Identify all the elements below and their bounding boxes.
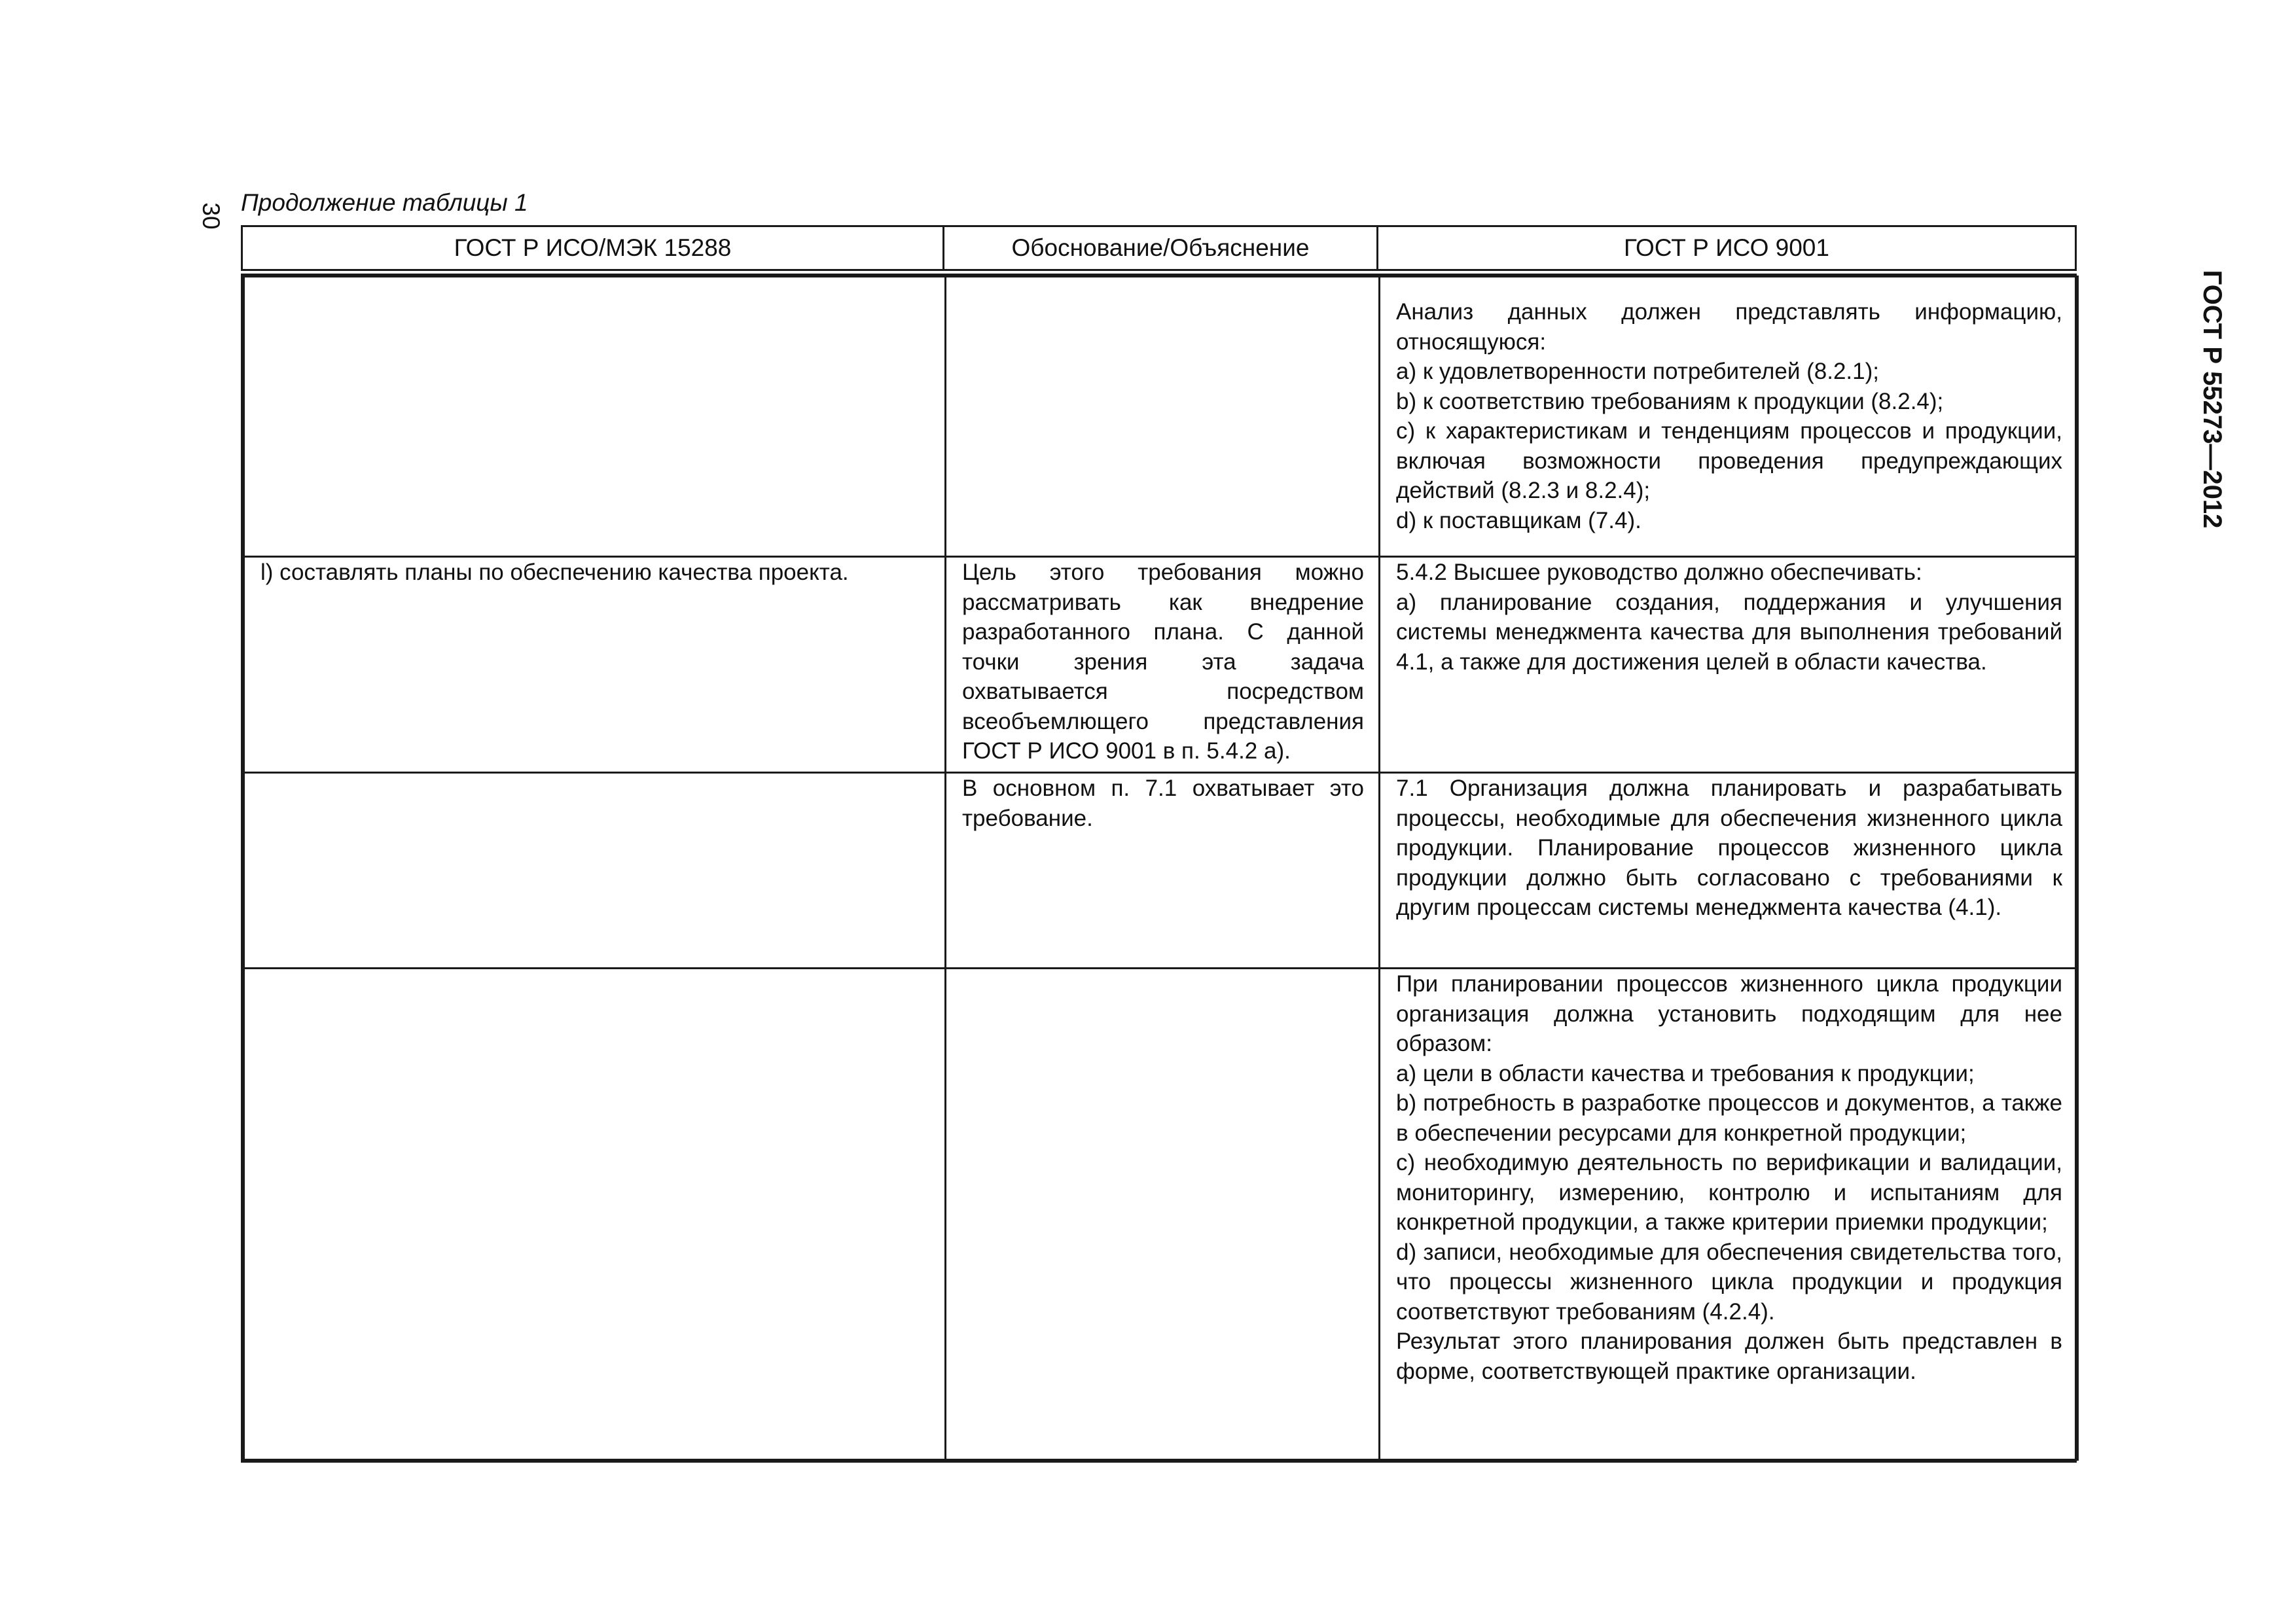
header-gost-9001: ГОСТ Р ИСО 9001 [1378, 226, 2076, 273]
table-row [244, 277, 2078, 557]
cell-9001: Анализ данных должен представлять информацию, относящуюся: а) к удовлетворенности потребителей (8.2.1); b) к соответствию требованиям к продукции (8.2.4); с) к характеристикам и тенденциям процессов и продукции, включая возможности проведения предупреждающих действий (8.2.3 и 8.2.4); d) к поставщикам (7.4). [1396, 299, 2062, 533]
cell-9001: При планировании процессов жизненного цикла продукции организация должна установить подходящим для нее образом: а) цели в области качества и требования к продукции; b) потребность в разработке процессов и документов, а также в обеспечении ресурсами для конкретной продукции; с) необходимую деятельность по верификации и валидации, мониторингу, измерению, контролю и испытаниям для конкретной продукции, а также критерии приемки продукции; d) записи, необходимые для обеспечения свидетельства того, что процессы жизненного цикла продукции и продукция соответствуют требованиям (4.2.4). Результат этого планирования должен быть представлен в форме, соответствующей практике организации. [1396, 971, 2062, 1384]
table-caption: Продолжение таблицы 1 [241, 189, 528, 216]
header-justification: Обоснование/Объяснение [944, 226, 1378, 273]
table-row [244, 969, 2078, 1460]
table-row [244, 773, 2078, 969]
cell-15288: l) составлять планы по обеспечению качества проекта. [260, 560, 849, 585]
header-gost-15288: ГОСТ Р ИСО/МЭК 15288 [242, 226, 944, 273]
cell-9001: 7.1 Организация должна планировать и разрабатывать процессы, необходимые для обеспечения жизненного цикла продукции. Планирование процессов жизненного цикла продукции должно быть согласовано с требованиями к другим процессам системы менеджмента качества (4.1). [1396, 776, 2062, 920]
table-header-row [242, 226, 2076, 273]
cell-justification: В основном п. 7.1 охватывает это требование. [962, 776, 1364, 831]
cell-9001: 5.4.2 Высшее руководство должно обеспечивать: а) планирование создания, поддержания и улучшения системы менеджмента качества для выполнения требований 4.1, а также для достижения целей в области качества. [1396, 560, 2062, 675]
document-title: ГОСТ Р 55273—2012 [2198, 270, 2227, 529]
cell-justification: Цель этого требования можно рассматривать как внедрение разработанного плана. С данной точки зрения эта задача охватывается посредством всеобъемлющего представления ГОСТ Р ИСО 9001 в п. 5.4.2 а). [962, 560, 1364, 764]
comparison-table [241, 225, 2077, 1463]
table-body-row [242, 272, 2076, 1462]
page-number: 30 [198, 202, 224, 230]
table-body-content [243, 276, 2079, 1461]
table-row [244, 557, 2078, 773]
